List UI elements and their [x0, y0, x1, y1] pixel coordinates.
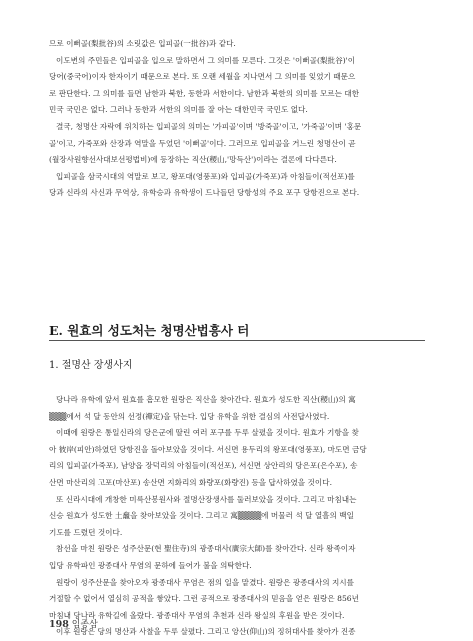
paragraph-line: 이후 원랑은 당의 명산과 사찰을 두루 살폈다. 그리고 앙산(仰山)의 징허대사를 찾아가 진종 — [56, 627, 356, 637]
paragraph-line: 신승 원효가 성도한 土龕을 찾아보았을 것이다. 그리고 寓▒▒▒▒에 머물러 석 달 열흘의 백일 — [49, 511, 354, 521]
paragraph-line: 로 판단한다. 그 의미를 들면 남한과 북한, 동한과 서한이다. 남한과 북한의 의미를 모르는 대한 — [49, 88, 360, 98]
paragraph-line: 므로 이뻐골(梨批谷)의 소릿값은 입피골(一批谷)과 같다. — [49, 39, 236, 48]
author-name: 임종삼 — [71, 620, 98, 630]
paragraph-line: 당나라 유학에 앞서 원효를 흠모한 원랑은 직산을 찾아간다. 원효가 성도한 직산(稷山)의 寓 — [56, 395, 356, 404]
paragraph-line: 골'이고, 가죽포와 산장과 역말을 두었던 '이뻐골'이다. 그러므로 입피골을 거느린 청명산이 곧 — [49, 138, 356, 148]
page-footer — [49, 617, 98, 630]
paragraph-line: (월장사원향선사대보선평법비)에 등장하는 직산(稷山,'망득산')이라는 결론에 다다른다. — [49, 155, 337, 165]
paragraph-line: 아 彼岸(피안)하였던 당항진을 돌아보았을 것이다. 서신면 용두리의 왕포대(영풍포), 마도면 금당 — [49, 444, 367, 454]
paragraph-line: 이때에 원랑은 통일신라의 당은군에 딸린 여러 포구를 두루 살폈을 것이다. 원효가 기항을 찾 — [56, 428, 359, 438]
paragraph-line: 입피골을 삼국시대의 역말로 보고, 왕포대(영풍포)와 입피골(가죽포)과 아침들이(적선포)를 — [56, 171, 355, 181]
paragraph-line: 이도변의 주민들은 입피골을 입으로 말하면서 그 의미를 모른다. 그것은 '이뻐골(梨批谷)'이 — [56, 55, 356, 65]
bottom-body-text — [49, 392, 427, 641]
paragraph-line: 민국 국민은 없다. 그러나 동한과 서한의 의미를 잘 아는 대한민국 국민도 없다. — [49, 105, 308, 115]
paragraph-line: 당어(중국어)이자 한자이기 때문으로 본다. 또 오랜 세월을 지나면서 그 의미를 잊었기 때문으 — [49, 72, 356, 82]
page-number: 198 — [49, 619, 69, 630]
paragraph-line: 결국, 청명산 자락에 위치하는 입피골의 의미는 '가피골'이며 '방죽골'이고, '가죽골'이며 '홍문 — [56, 121, 362, 131]
paragraph-line: 거절할 수 없어서 열심히 공적을 쌓았다. 그런 공적으로 광종대사의 믿음을 얻은 원랑은 856년 — [49, 594, 359, 604]
paragraph-line: 참선을 마친 원랑은 성주산문(현 聖住寺)의 광종대사(廣宗大師)를 찾아간다. 신라 왕족이자 — [56, 544, 356, 554]
paragraph-line: 원랑이 성주산문을 찾아오자 광종대사 무염은 점의 일을 맡겼다. 원랑은 광종대사의 지시를 — [56, 577, 354, 587]
paragraph-line: 리의 입피골(가죽포), 남양읍 장덕리의 아침들이(적선포), 서신면 상안리의 당은포(은수포), 송 — [49, 461, 358, 471]
paragraph-line: 당과 신라의 사신과 무역상, 유학승과 유학생이 드나들던 당항성의 주요 포구 당항진으로 본다. — [49, 188, 360, 198]
paragraph-line: 또 신라시대에 개창한 미륵산봉원사와 절명산장생사를 둘러보았을 것이다. 그리고 마침내는 — [56, 494, 357, 504]
top-body-text — [49, 36, 427, 202]
paragraph-line: ▒▒▒에서 석 달 동안의 선정(禪定)을 닦는다. 입당 유학을 위한 결심의 사전답사였다. — [49, 411, 330, 421]
paragraph-line: 마침내 당나라 유학길에 올랐다. 광종대사 무염의 추천과 신라 왕실의 후원을 받은 것이다. — [49, 610, 345, 620]
paragraph-line: 산면 마산리의 고포(마산포) 송산면 지화리의 화량포(화량진) 등을 답사하였을 것이다. — [49, 477, 332, 487]
paragraph-line: 입당 유학파인 광종대사 무염의 문하에 들어가 불을 의탁한다. — [49, 560, 252, 570]
section-divider — [49, 340, 425, 341]
section-heading: E. 원효의 성도처는 청명산법흥사 터 — [49, 323, 250, 338]
sub-heading: 1. 절명산 장생사지 — [49, 360, 133, 371]
paragraph-line: 기도를 드렸던 것이다. — [49, 527, 123, 537]
